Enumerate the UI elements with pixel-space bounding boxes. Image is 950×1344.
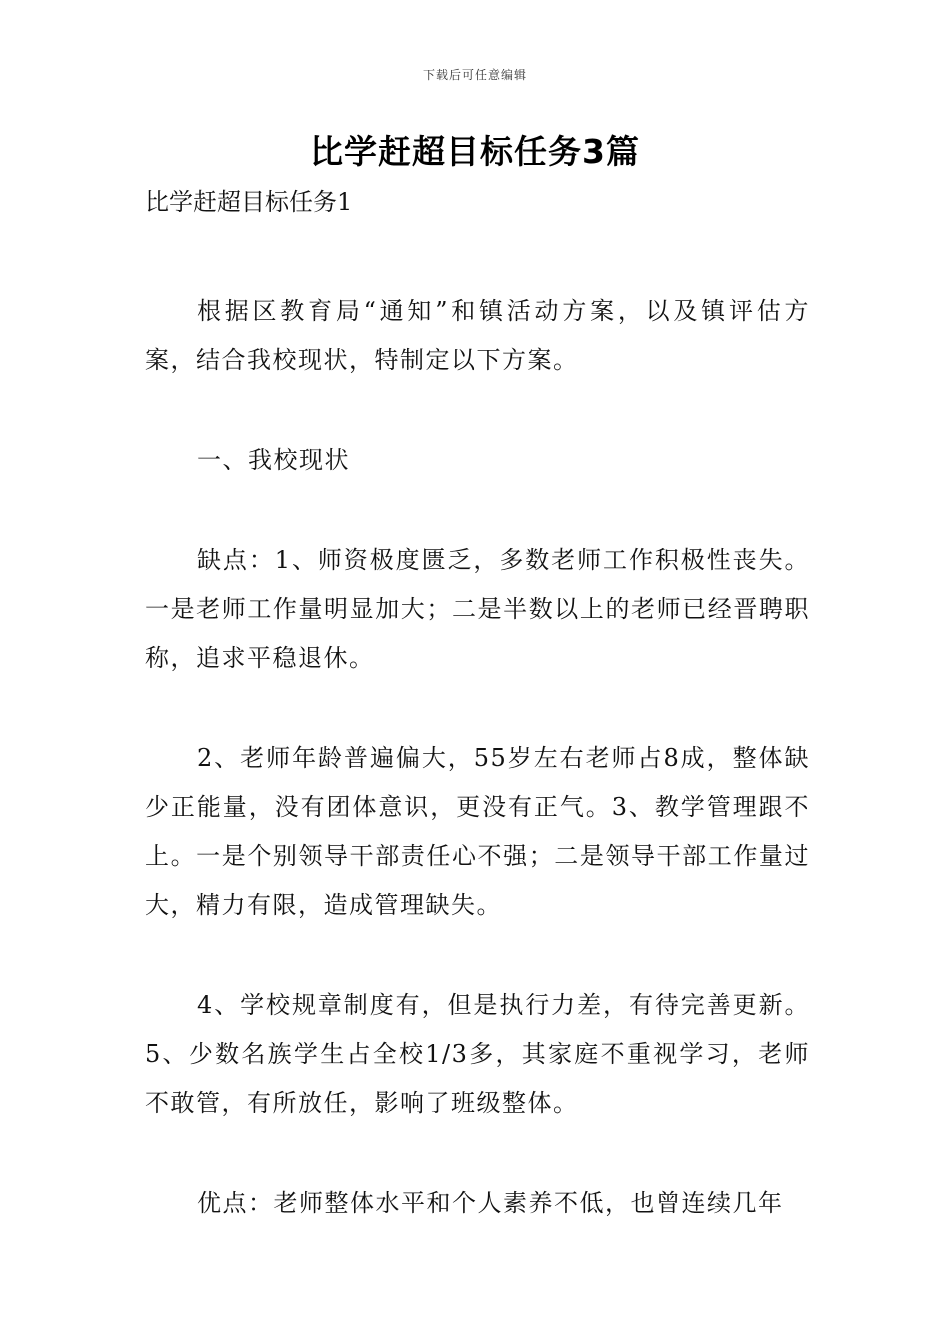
section-heading: 一、我校现状 bbox=[197, 446, 350, 474]
document-subtitle: 比学赶超目标任务1 bbox=[145, 188, 353, 216]
paragraph-strengths: 优点：老师整体水平和个人素养不低，也曾连续几年 bbox=[197, 1189, 784, 1217]
paragraph-intro: 根据区教育局“通知”和镇活动方案，以及镇评估方案，结合我校现状，特制定以下方案。 bbox=[145, 297, 810, 374]
paragraph-shortcomings-3: 4、学校规章制度有，但是执行力差，有待完善更新。5、少数名族学生占全校1/3多，其家庭不重视学习，老师不敢管，有所放任，影响了班级整体。 bbox=[145, 991, 810, 1117]
paragraph-shortcomings-1: 缺点：1、师资极度匮乏，多数老师工作积极性丧失。一是老师工作量明显加大；二是半数以上的老师已经晋聘职称，追求平稳退休。 bbox=[145, 546, 810, 672]
document-body bbox=[145, 178, 810, 1228]
paragraph-shortcomings-2: 2、老师年龄普遍偏大，55岁左右老师占8成，整体缺少正能量，没有团体意识，更没有正气。3、教学管理跟不上。一是个别领导干部责任心不强；二是领导干部工作量过大，精力有限，造成管理缺失。 bbox=[145, 744, 810, 919]
document-title: 比学赶超目标任务3篇 bbox=[310, 132, 640, 171]
header-note: 下载后可任意编辑 bbox=[422, 68, 527, 82]
